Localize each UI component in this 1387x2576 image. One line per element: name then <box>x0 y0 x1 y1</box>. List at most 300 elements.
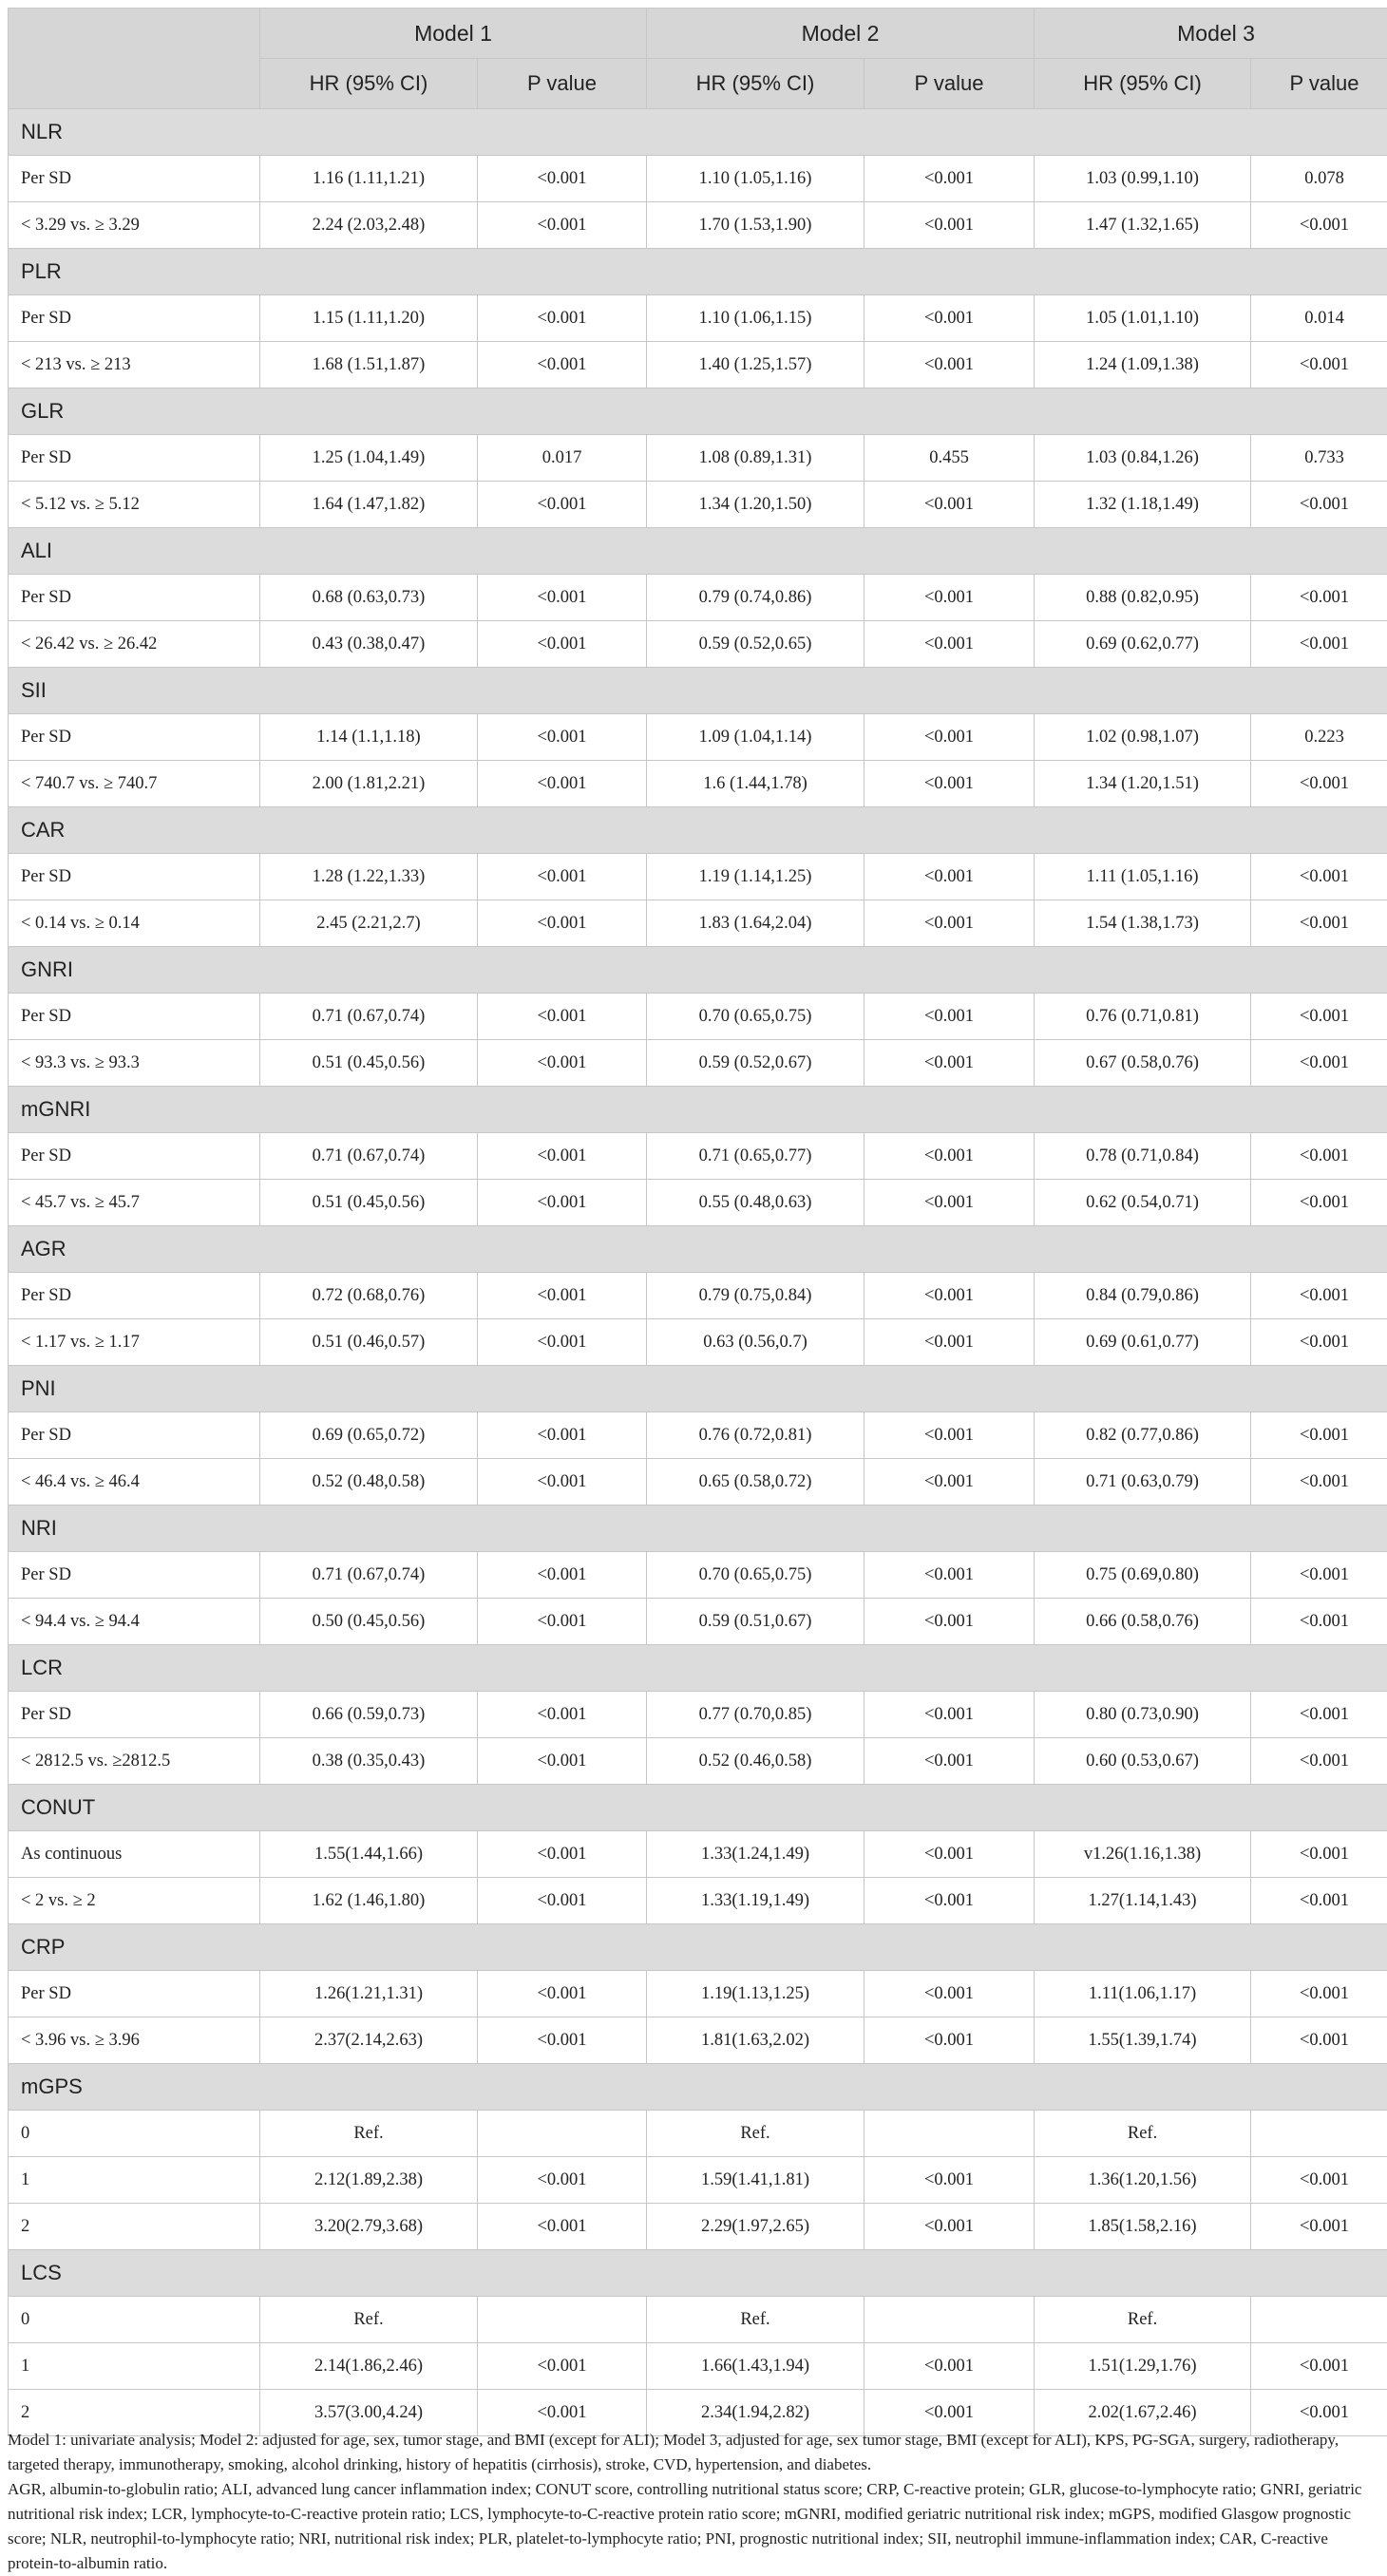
p-value-cell: <0.001 <box>864 1878 1035 1924</box>
table-row <box>9 2157 1387 2204</box>
hr-ci-cell: 0.82 (0.77,0.86) <box>1035 1412 1251 1459</box>
row-label: Per SD <box>9 1971 260 2017</box>
hr-ci-cell: 0.70 (0.65,0.75) <box>647 1552 864 1599</box>
table-row <box>9 1831 1387 1878</box>
hr-ci-cell: 1.6 (1.44,1.78) <box>647 761 864 807</box>
hr-ci-cell: 0.63 (0.56,0.7) <box>647 1319 864 1366</box>
hr-ci-cell: 1.11(1.06,1.17) <box>1035 1971 1251 2017</box>
p-value-cell: <0.001 <box>478 1878 647 1924</box>
p-value-cell: <0.001 <box>1251 482 1387 528</box>
p-value-cell: <0.001 <box>864 1319 1035 1366</box>
table-row <box>9 2204 1387 2250</box>
hr-ci-cell: 0.60 (0.53,0.67) <box>1035 1738 1251 1785</box>
row-label: < 26.42 vs. ≥ 26.42 <box>9 621 260 668</box>
p-value-cell: <0.001 <box>864 621 1035 668</box>
group-name: NLR <box>9 109 1387 156</box>
table-row <box>9 994 1387 1040</box>
table-row <box>9 1040 1387 1087</box>
row-label: As continuous <box>9 1831 260 1878</box>
p-value-cell: <0.001 <box>478 1971 647 2017</box>
p-value-cell: <0.001 <box>864 994 1035 1040</box>
table-row <box>9 1273 1387 1319</box>
table-row <box>9 2017 1387 2064</box>
p-value-cell <box>1251 2111 1387 2157</box>
hr-ci-cell: 0.72 (0.68,0.76) <box>260 1273 478 1319</box>
p-value-cell: 0.078 <box>1251 156 1387 202</box>
row-label: < 94.4 vs. ≥ 94.4 <box>9 1599 260 1645</box>
hr-ci-cell: Ref. <box>260 2297 478 2343</box>
p-value-cell: <0.001 <box>864 2157 1035 2204</box>
hr-ci-cell: 1.03 (0.84,1.26) <box>1035 435 1251 482</box>
group-name: NRI <box>9 1506 1387 1552</box>
group-header-row <box>9 807 1387 854</box>
p-value-cell: <0.001 <box>478 2390 647 2436</box>
hr-ci-cell: 0.77 (0.70,0.85) <box>647 1692 864 1738</box>
table-row <box>9 1599 1387 1645</box>
p-value-cell: <0.001 <box>1251 1040 1387 1087</box>
p-value-cell: <0.001 <box>1251 2017 1387 2064</box>
p-value-cell: <0.001 <box>1251 1831 1387 1878</box>
table-row <box>9 621 1387 668</box>
hr-ci-cell: 1.59(1.41,1.81) <box>647 2157 864 2204</box>
hr-ci-cell: 1.36(1.20,1.56) <box>1035 2157 1251 2204</box>
p-value-cell: <0.001 <box>864 2204 1035 2250</box>
p-value-cell <box>478 2111 647 2157</box>
header-corner-cell <box>9 9 260 109</box>
p-value-cell: <0.001 <box>1251 575 1387 621</box>
hr-ci-cell: Ref. <box>647 2111 864 2157</box>
row-label: Per SD <box>9 1552 260 1599</box>
p-value-cell: <0.001 <box>864 1971 1035 2017</box>
hr-ci-cell: 0.50 (0.45,0.56) <box>260 1599 478 1645</box>
p-value-cell: <0.001 <box>1251 1459 1387 1506</box>
row-label: Per SD <box>9 1273 260 1319</box>
hr-ci-cell: 2.12(1.89,2.38) <box>260 2157 478 2204</box>
hr-ci-cell: 2.34(1.94,2.82) <box>647 2390 864 2436</box>
hr-ci-cell: 1.62 (1.46,1.80) <box>260 1878 478 1924</box>
p-value-cell: <0.001 <box>478 1180 647 1226</box>
group-name: CRP <box>9 1924 1387 1971</box>
p-value-cell: <0.001 <box>864 1412 1035 1459</box>
model-2-header: Model 2 <box>647 9 1035 59</box>
row-label: < 46.4 vs. ≥ 46.4 <box>9 1459 260 1506</box>
row-label: Per SD <box>9 714 260 761</box>
row-label: Per SD <box>9 156 260 202</box>
p-value-cell: <0.001 <box>478 342 647 388</box>
table-row <box>9 1971 1387 2017</box>
p-value-cell: <0.001 <box>864 202 1035 249</box>
p-value-cell: <0.001 <box>478 2204 647 2250</box>
table-row <box>9 854 1387 900</box>
group-header-row <box>9 1087 1387 1133</box>
hr-ci-cell: 0.69 (0.62,0.77) <box>1035 621 1251 668</box>
hr-ci-cell: 0.71 (0.67,0.74) <box>260 1133 478 1180</box>
p-value-cell: <0.001 <box>1251 1180 1387 1226</box>
p-value-cell: <0.001 <box>864 900 1035 947</box>
p-value-cell: <0.001 <box>478 202 647 249</box>
hr-ci-cell: 0.59 (0.51,0.67) <box>647 1599 864 1645</box>
p-value-cell: <0.001 <box>864 1599 1035 1645</box>
group-header-row <box>9 2250 1387 2297</box>
table-row <box>9 575 1387 621</box>
p-value-cell <box>864 2297 1035 2343</box>
p-value-cell: 0.014 <box>1251 295 1387 342</box>
hr-ci-cell: 2.02(1.67,2.46) <box>1035 2390 1251 2436</box>
p-value-cell: <0.001 <box>1251 1971 1387 2017</box>
hr-ci-cell: 2.14(1.86,2.46) <box>260 2343 478 2390</box>
p-value-cell: <0.001 <box>478 1738 647 1785</box>
table-row <box>9 202 1387 249</box>
hr-ci-cell: 1.68 (1.51,1.87) <box>260 342 478 388</box>
p-value-cell: <0.001 <box>478 994 647 1040</box>
row-label: < 213 vs. ≥ 213 <box>9 342 260 388</box>
group-header-row <box>9 1226 1387 1273</box>
p-value-cell: <0.001 <box>1251 2343 1387 2390</box>
footnote-models: Model 1: univariate analysis; Model 2: adjusted for age, sex, tumor stage, and BMI (except for ALI); Model 3, adjusted for age, sex tumor stage, BMI (except for ALI), KPS, PG-SGA, surgery, radiotherapy, targeted therapy, immunotherapy, smoking, alcohol drinking, history of hepatitis (cirrhosis), stroke, CVD, hypertension, and diabetes. <box>8 2431 1340 2473</box>
row-label: < 740.7 vs. ≥ 740.7 <box>9 761 260 807</box>
p-value-cell: <0.001 <box>1251 202 1387 249</box>
group-header-row <box>9 2064 1387 2111</box>
row-label: Per SD <box>9 854 260 900</box>
row-label: 1 <box>9 2157 260 2204</box>
p-value-cell: <0.001 <box>1251 761 1387 807</box>
hr-ci-cell: 0.51 (0.45,0.56) <box>260 1180 478 1226</box>
p-value-cell: <0.001 <box>478 1273 647 1319</box>
group-name: mGPS <box>9 2064 1387 2111</box>
hr-ci-cell: 1.85(1.58,2.16) <box>1035 2204 1251 2250</box>
p-value-cell: <0.001 <box>1251 2390 1387 2436</box>
hr-ci-cell: 1.55(1.39,1.74) <box>1035 2017 1251 2064</box>
group-name: AGR <box>9 1226 1387 1273</box>
hr-ci-cell: 1.08 (0.89,1.31) <box>647 435 864 482</box>
hr-ci-cell: 1.33(1.19,1.49) <box>647 1878 864 1924</box>
p-value-cell: <0.001 <box>864 1459 1035 1506</box>
group-header-row <box>9 528 1387 575</box>
p-value-cell: <0.001 <box>864 482 1035 528</box>
hr-ci-cell: 2.45 (2.21,2.7) <box>260 900 478 947</box>
p-value-cell: <0.001 <box>864 714 1035 761</box>
hazard-ratio-table <box>8 8 1387 2436</box>
hr-ci-cell: 2.37(2.14,2.63) <box>260 2017 478 2064</box>
p-value-cell: <0.001 <box>1251 1552 1387 1599</box>
p-value-cell <box>1251 2297 1387 2343</box>
hr-ci-cell: 1.14 (1.1,1.18) <box>260 714 478 761</box>
hr-ci-cell: 1.16 (1.11,1.21) <box>260 156 478 202</box>
hr-ci-cell: 1.15 (1.11,1.20) <box>260 295 478 342</box>
group-header-row <box>9 249 1387 295</box>
hr-ci-cell: 0.52 (0.46,0.58) <box>647 1738 864 1785</box>
hr-ci-cell: 0.59 (0.52,0.65) <box>647 621 864 668</box>
p-value-cell: <0.001 <box>478 621 647 668</box>
hr-ci-cell: 1.09 (1.04,1.14) <box>647 714 864 761</box>
hr-ci-cell: 1.10 (1.06,1.15) <box>647 295 864 342</box>
row-label: < 3.29 vs. ≥ 3.29 <box>9 202 260 249</box>
p-value-cell: <0.001 <box>1251 1273 1387 1319</box>
hr-ci-cell: 0.80 (0.73,0.90) <box>1035 1692 1251 1738</box>
hr-ci-cell: 1.25 (1.04,1.49) <box>260 435 478 482</box>
p-value-cell: <0.001 <box>864 1040 1035 1087</box>
hr-ci-cell: 0.69 (0.65,0.72) <box>260 1412 478 1459</box>
hr-ci-cell: 0.71 (0.65,0.77) <box>647 1133 864 1180</box>
group-name: PLR <box>9 249 1387 295</box>
p-value-cell: <0.001 <box>478 1599 647 1645</box>
hr-ci-cell: 1.34 (1.20,1.51) <box>1035 761 1251 807</box>
p-value-cell: <0.001 <box>1251 994 1387 1040</box>
p-value-cell: <0.001 <box>864 2343 1035 2390</box>
p-value-cell: <0.001 <box>478 2343 647 2390</box>
p-value-cell: <0.001 <box>478 900 647 947</box>
hr-ci-cell: 0.51 (0.45,0.56) <box>260 1040 478 1087</box>
p-value-cell: <0.001 <box>478 714 647 761</box>
hr-ci-cell: 1.51(1.29,1.76) <box>1035 2343 1251 2390</box>
row-label: Per SD <box>9 1133 260 1180</box>
p-value-cell: 0.733 <box>1251 435 1387 482</box>
hr-ci-cell: 1.27(1.14,1.43) <box>1035 1878 1251 1924</box>
model-3-header: Model 3 <box>1035 9 1387 59</box>
hr-ci-cell: v1.26(1.16,1.38) <box>1035 1831 1251 1878</box>
hr-ci-cell: 0.62 (0.54,0.71) <box>1035 1180 1251 1226</box>
hr-ci-cell: 1.64 (1.47,1.82) <box>260 482 478 528</box>
hr-ci-cell: 0.38 (0.35,0.43) <box>260 1738 478 1785</box>
hr-ci-cell: 0.66 (0.59,0.73) <box>260 1692 478 1738</box>
group-name: CONUT <box>9 1785 1387 1831</box>
group-header-row <box>9 109 1387 156</box>
group-name: SII <box>9 668 1387 714</box>
table-row <box>9 295 1387 342</box>
row-label: Per SD <box>9 295 260 342</box>
row-label: Per SD <box>9 994 260 1040</box>
hr-ci-cell: 1.11 (1.05,1.16) <box>1035 854 1251 900</box>
hr-ci-cell: 0.65 (0.58,0.72) <box>647 1459 864 1506</box>
footnote-abbreviations: AGR, albumin-to-globulin ratio; ALI, advanced lung cancer inflammation index; CONUT score, controlling nutritional status score; CRP, C-reactive protein; GLR, glucose-to-lymphocyte ratio; GNRI, geriatric nutritional risk index; LCR, lymphocyte-to-C-reactive protein ratio; LCS, lymphocyte-to-C-reactive protein ratio score; mGNRI, modified geriatric nutritional risk index; mGPS, modified Glasgow prognostic score; NLR, neutrophil-to-lymphocyte ratio; NRI, nutritional risk index; PLR, platelet-to-lymphocyte ratio; PNI, prognostic nutritional index; SII, neutrophil immune-inflammation index; CAR, C-reactive protein-to-albumin ratio. <box>8 2480 1362 2572</box>
hr-ci-cell: 1.24 (1.09,1.38) <box>1035 342 1251 388</box>
p-value-cell: <0.001 <box>864 2017 1035 2064</box>
p-value-cell: <0.001 <box>1251 621 1387 668</box>
hr-ci-cell: 0.69 (0.61,0.77) <box>1035 1319 1251 1366</box>
row-label: 0 <box>9 2297 260 2343</box>
group-header-row <box>9 1506 1387 1552</box>
group-name: LCR <box>9 1645 1387 1692</box>
row-label: < 93.3 vs. ≥ 93.3 <box>9 1040 260 1087</box>
p-value-cell: <0.001 <box>864 1831 1035 1878</box>
hr-ci-cell: 2.24 (2.03,2.48) <box>260 202 478 249</box>
p-value-cell: <0.001 <box>1251 1412 1387 1459</box>
hr-ci-cell: 0.71 (0.67,0.74) <box>260 1552 478 1599</box>
hr-ci-cell: 1.33(1.24,1.49) <box>647 1831 864 1878</box>
row-label: < 0.14 vs. ≥ 0.14 <box>9 900 260 947</box>
group-name: mGNRI <box>9 1087 1387 1133</box>
hr-ci-cell: 3.20(2.79,3.68) <box>260 2204 478 2250</box>
row-label: < 1.17 vs. ≥ 1.17 <box>9 1319 260 1366</box>
p-value-cell: <0.001 <box>478 761 647 807</box>
p-value-cell: <0.001 <box>478 854 647 900</box>
p-value-cell: <0.001 <box>478 156 647 202</box>
hr-ci-cell: 0.52 (0.48,0.58) <box>260 1459 478 1506</box>
p-value-cell: <0.001 <box>478 1412 647 1459</box>
hr-ci-cell: 0.76 (0.71,0.81) <box>1035 994 1251 1040</box>
hr-ci-cell: 1.66(1.43,1.94) <box>647 2343 864 2390</box>
table-row <box>9 1180 1387 1226</box>
hr-ci-cell: 0.84 (0.79,0.86) <box>1035 1273 1251 1319</box>
group-name: GNRI <box>9 947 1387 994</box>
p-value-cell: <0.001 <box>1251 1133 1387 1180</box>
hr-ci-cell: 1.55(1.44,1.66) <box>260 1831 478 1878</box>
table-row <box>9 1133 1387 1180</box>
table-row <box>9 900 1387 947</box>
table-footnotes <box>8 2428 1378 2576</box>
p-value-cell <box>864 2111 1035 2157</box>
hr-ci-cell: 0.88 (0.82,0.95) <box>1035 575 1251 621</box>
hazard-ratio-table-container <box>8 8 1378 2436</box>
p-value-cell: <0.001 <box>478 1040 647 1087</box>
p-value-cell: <0.001 <box>1251 1878 1387 1924</box>
hr-ci-cell: 0.70 (0.65,0.75) <box>647 994 864 1040</box>
table-row <box>9 714 1387 761</box>
row-label: < 5.12 vs. ≥ 5.12 <box>9 482 260 528</box>
group-header-row <box>9 947 1387 994</box>
p-value-cell: 0.455 <box>864 435 1035 482</box>
row-label: 2 <box>9 2390 260 2436</box>
group-header-row <box>9 1645 1387 1692</box>
p-value-cell: <0.001 <box>1251 342 1387 388</box>
row-label: < 2 vs. ≥ 2 <box>9 1878 260 1924</box>
table-row <box>9 1552 1387 1599</box>
hr-ci-cell: 0.55 (0.48,0.63) <box>647 1180 864 1226</box>
table-row <box>9 1319 1387 1366</box>
p-value-cell: <0.001 <box>864 761 1035 807</box>
p-value-cell: <0.001 <box>1251 900 1387 947</box>
hr-ci-cell: 1.10 (1.05,1.16) <box>647 156 864 202</box>
hr-ci-cell: 2.00 (1.81,2.21) <box>260 761 478 807</box>
hr-ci-header: HR (95% CI) <box>260 59 478 109</box>
table-body <box>9 109 1387 2436</box>
hr-ci-cell: 0.78 (0.71,0.84) <box>1035 1133 1251 1180</box>
group-name: PNI <box>9 1366 1387 1412</box>
hr-ci-cell: 0.76 (0.72,0.81) <box>647 1412 864 1459</box>
table-row <box>9 1459 1387 1506</box>
p-value-cell: <0.001 <box>478 1552 647 1599</box>
hr-ci-header: HR (95% CI) <box>647 59 864 109</box>
hr-ci-cell: 0.67 (0.58,0.76) <box>1035 1040 1251 1087</box>
p-value-cell: <0.001 <box>478 1133 647 1180</box>
hr-ci-cell: 1.19 (1.14,1.25) <box>647 854 864 900</box>
group-header-row <box>9 1785 1387 1831</box>
row-label: 2 <box>9 2204 260 2250</box>
hr-ci-cell: 1.70 (1.53,1.90) <box>647 202 864 249</box>
row-label: < 2812.5 vs. ≥2812.5 <box>9 1738 260 1785</box>
p-value-cell: <0.001 <box>478 1692 647 1738</box>
p-value-cell: 0.223 <box>1251 714 1387 761</box>
row-label: 1 <box>9 2343 260 2390</box>
table-row <box>9 1738 1387 1785</box>
hr-ci-cell: 1.03 (0.99,1.10) <box>1035 156 1251 202</box>
hr-ci-cell: Ref. <box>260 2111 478 2157</box>
p-value-header: P value <box>478 59 647 109</box>
row-label: < 45.7 vs. ≥ 45.7 <box>9 1180 260 1226</box>
table-row <box>9 342 1387 388</box>
row-label: Per SD <box>9 575 260 621</box>
p-value-cell: <0.001 <box>864 342 1035 388</box>
hr-ci-cell: 0.68 (0.63,0.73) <box>260 575 478 621</box>
row-label: Per SD <box>9 1412 260 1459</box>
p-value-cell: <0.001 <box>1251 1738 1387 1785</box>
p-value-cell: <0.001 <box>864 295 1035 342</box>
hr-ci-cell: 0.79 (0.74,0.86) <box>647 575 864 621</box>
hr-ci-cell: 0.71 (0.63,0.79) <box>1035 1459 1251 1506</box>
hr-ci-cell: 1.34 (1.20,1.50) <box>647 482 864 528</box>
p-value-cell: <0.001 <box>864 156 1035 202</box>
group-header-row <box>9 1924 1387 1971</box>
p-value-header: P value <box>864 59 1035 109</box>
hr-ci-cell: 0.79 (0.75,0.84) <box>647 1273 864 1319</box>
table-row <box>9 1878 1387 1924</box>
table-row <box>9 435 1387 482</box>
hr-ci-cell: 1.83 (1.64,2.04) <box>647 900 864 947</box>
group-header-row <box>9 668 1387 714</box>
hr-ci-cell: 1.02 (0.98,1.07) <box>1035 714 1251 761</box>
row-label: Per SD <box>9 1692 260 1738</box>
hr-ci-cell: 0.66 (0.58,0.76) <box>1035 1599 1251 1645</box>
p-value-cell: <0.001 <box>864 1273 1035 1319</box>
model-1-header: Model 1 <box>260 9 647 59</box>
p-value-cell: <0.001 <box>478 1459 647 1506</box>
p-value-cell: <0.001 <box>478 575 647 621</box>
p-value-cell: <0.001 <box>864 1692 1035 1738</box>
p-value-cell: <0.001 <box>864 1738 1035 1785</box>
p-value-cell: <0.001 <box>478 1831 647 1878</box>
hr-ci-cell: 3.57(3.00,4.24) <box>260 2390 478 2436</box>
p-value-cell: 0.017 <box>478 435 647 482</box>
table-row <box>9 1692 1387 1738</box>
hr-ci-cell: Ref. <box>1035 2297 1251 2343</box>
table-row <box>9 2343 1387 2390</box>
table-row <box>9 1412 1387 1459</box>
p-value-cell: <0.001 <box>864 2390 1035 2436</box>
p-value-cell: <0.001 <box>1251 1319 1387 1366</box>
p-value-cell: <0.001 <box>864 854 1035 900</box>
hr-ci-cell: 1.32 (1.18,1.49) <box>1035 482 1251 528</box>
p-value-cell: <0.001 <box>1251 2204 1387 2250</box>
hr-ci-cell: Ref. <box>1035 2111 1251 2157</box>
table-row <box>9 156 1387 202</box>
hr-ci-cell: 0.71 (0.67,0.74) <box>260 994 478 1040</box>
hr-ci-cell: 0.43 (0.38,0.47) <box>260 621 478 668</box>
p-value-cell: <0.001 <box>864 1552 1035 1599</box>
hr-ci-cell: Ref. <box>647 2297 864 2343</box>
hr-ci-cell: 1.54 (1.38,1.73) <box>1035 900 1251 947</box>
hr-ci-cell: 1.05 (1.01,1.10) <box>1035 295 1251 342</box>
hr-ci-cell: 1.28 (1.22,1.33) <box>260 854 478 900</box>
table-row <box>9 482 1387 528</box>
hr-ci-cell: 1.47 (1.32,1.65) <box>1035 202 1251 249</box>
group-header-row <box>9 388 1387 435</box>
table-header <box>9 9 1387 109</box>
p-value-cell: <0.001 <box>864 575 1035 621</box>
group-name: CAR <box>9 807 1387 854</box>
hr-ci-cell: 1.81(1.63,2.02) <box>647 2017 864 2064</box>
p-value-cell: <0.001 <box>1251 1599 1387 1645</box>
p-value-cell: <0.001 <box>478 2157 647 2204</box>
row-label: Per SD <box>9 435 260 482</box>
p-value-cell: <0.001 <box>478 1319 647 1366</box>
hr-ci-cell: 1.26(1.21,1.31) <box>260 1971 478 2017</box>
group-name: LCS <box>9 2250 1387 2297</box>
p-value-cell: <0.001 <box>1251 854 1387 900</box>
p-value-cell: <0.001 <box>478 295 647 342</box>
p-value-cell: <0.001 <box>864 1133 1035 1180</box>
hr-ci-cell: 0.51 (0.46,0.57) <box>260 1319 478 1366</box>
p-value-cell: <0.001 <box>478 482 647 528</box>
